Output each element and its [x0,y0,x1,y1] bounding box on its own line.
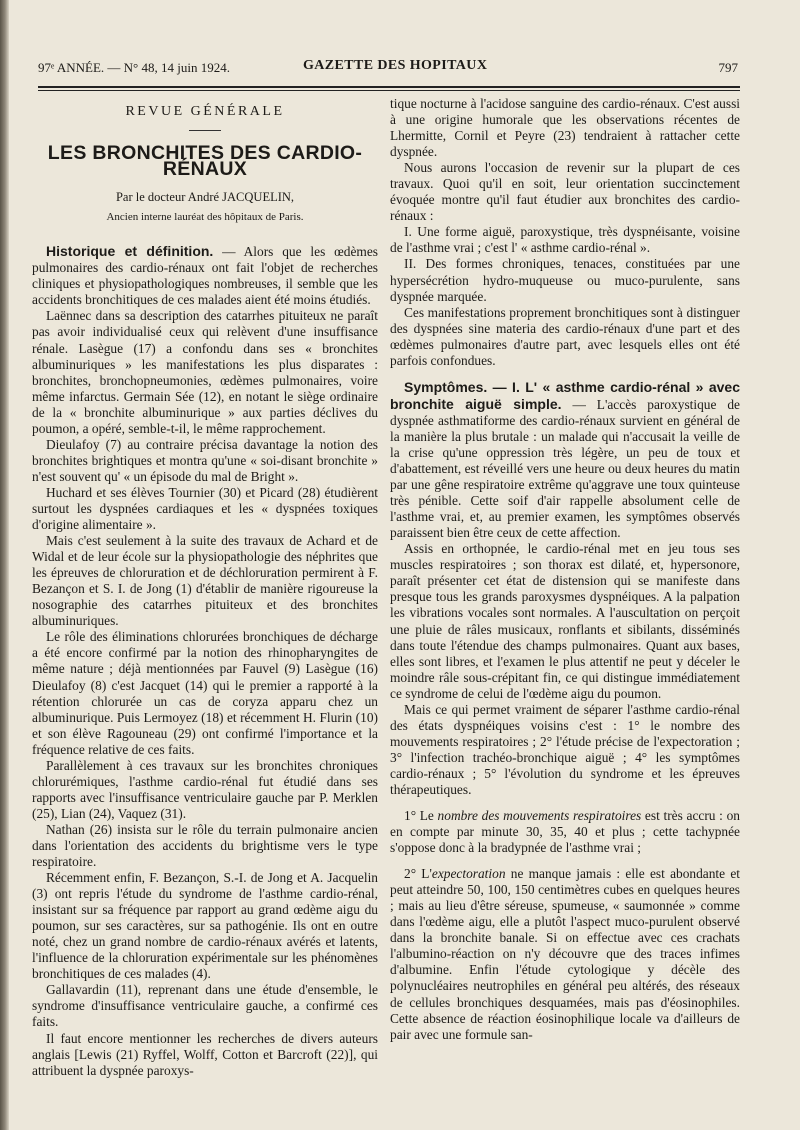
paragraph: Le rôle des éliminations chlorurées bronchiques de décharge a été encore confirmé par la notion des rhinopharyngites de même nature ; déjà mentionnées par Fauvel (9) Lasègue (16) Dieulafoy (8) c'est Jacquet (14) qui le premier a rapporté à la rétention chlorurée un cas de coryza apparu chez un albuminurique. Puis Lermoyez (18) et récemment H. Flurin (10) et son élève Ragouneau (29) ont confirmé l'importance et la fréquence relative de ces faits. [32,629,378,757]
section-heading: Historique et définition. [46,243,214,260]
paragraph [390,379,740,541]
paragraph [390,866,740,1043]
page-number: 797 [718,60,738,75]
author-byline: Par le docteur André JACQUELIN, [115,190,295,205]
list-number: 1° Le [404,808,438,824]
author-affiliation: Ancien interne lauréat des hôpitaux de Paris. [106,211,304,224]
paragraph: Il faut encore mentionner les recherches de divers auteurs anglais [Lewis (21) Ryffel, Wolff, Cotton et Barcroft (22)], qui attribuent la dyspnée paroxys- [32,1030,378,1078]
paragraph [390,808,740,856]
emphasis-text: expectoration [431,866,506,882]
spacer [390,798,740,808]
section-label: REVUE GÉNÉRALE [125,104,285,119]
paragraph: Nous aurons l'occasion de revenir sur la plupart de ces travaux. Quoi qu'il en soit, leur orientation succinctement évoquée montre qu'il faut étudier aux bronchites des cardio-rénaux : [390,160,740,224]
header-rule-thick [38,86,740,88]
left-column [32,96,378,1079]
section-heading: Symptômes. — I. L' « asthme cardio-rénal » avec bronchite aiguë simple. [390,378,740,412]
paragraph: Récemment enfin, F. Bezançon, S.-I. de Jong et A. Jacquelin (3) ont repris l'étude du syndrome de l'asthme cardio-rénal, insistant sur sa fréquence par rapport au grand œdème aigu du poumon, sur ses caractères, sur sa pathogénie. Ils ont en outre noté, chez un grand nombre de cardio-rénaux avérés et latents, l'influence de la chloruration expérimentale sur les phénomènes bronchitiques de ces malades (4). [32,870,378,982]
running-header [38,58,738,80]
header-rule-thin [38,90,740,91]
journal-name: GAZETTE DES HOPITAUX [303,58,488,73]
paragraph-text: est très accru : on en compte par minute 30, 35, 40 et plus ; cette tachypnée s'oppose donc à la bradypnée de l'asthme vrai ; [390,808,740,856]
paragraph: Huchard et ses élèves Tournier (30) et Picard (28) étudièrent surtout les dyspnées cardiaques et les « dyspnées toxiques d'origine alimentaire ». [32,484,378,533]
right-column [390,96,740,1043]
paragraph [32,243,378,308]
paragraph: Laënnec dans sa description des catarrhes pituiteux ne paraît pas avoir individualisé ceux qui relèvent d'une insuffisance rénale. Lasègue (17) a confondu dans ses « bronchites albuminuriques » les manifestations les plus disparates : bronchites, bronchopneumonies, œdèmes pulmonaires, voire même infarctus. Germain Sée (12), en notant le siège ordinaire de la « bronchite albuminurique » aux parties déclives du poumon, a opéré, semble-t-il, le même rapprochement. [32,308,378,436]
list-number: 2° L' [404,866,432,882]
section-divider [189,130,221,131]
issue-info: 97ᵉ ANNÉE. — N° 48, 14 juin 1924. [38,60,230,75]
paragraph: Mais ce qui permet vraiment de séparer l'asthme cardio-rénal des états dyspnéiques voisins c'est : 1° le nombre des mouvements respiratoires ; 2° l'étude précise de l'expectoration ; 3° l'infection trachéo-bronchique aiguë ; 4° les symptômes cardio-rénaux ; 5° l'évolution du syndrome et les épreuves thérapeutiques. [390,701,740,797]
paragraph: II. Des formes chroniques, tenaces, constituées par une hypersécrétion hydro-muqueuse ou muco-purulente, sans dyspnée marquée. [390,256,740,304]
paragraph: Dieulafoy (7) au contraire précisa davantage la notion des bronchites brightiques et montra qu'une « soi-disant bronchite » n'est souvent qu' « un épisode du mal de Bright ». [32,436,378,484]
paragraph-text: — L'accès paroxystique de dyspnée asthmatiforme des cardio-rénaux survient en général de la manière la plus brutale : un malade qui n'accusait la veille de la crise qu'une oppression très légère, un peu de toux et d'abattement, est réveillé vers une heure ou deux heures du matin par une gêne respiratoire extrême qu'aggrave une toux quinteuse très pénible. Cette soif d'air rappelle absolument celle de l'asthme vrai, et, au premier examen, les symptômes observés paraissent bien être ceux de cette affection. [390,396,740,541]
paragraph: Ces manifestations proprement bronchitiques sont à distinguer des dyspnées sine materia des cardio-rénaux d'une part et des œdèmes pulmonaires d'autre part, avec lesquels elles ont été parfois confondues. [390,304,740,368]
spacer [390,369,740,379]
paragraph: Mais c'est seulement à la suite des travaux de Achard et de Widal et de leur école sur la physiopathologie des néphrites que les épreuves de chloruration et de déchloruration permirent à F. Bezançon et S. I. de Jong (1) d'établir de manière rigoureuse la nosographie des catarrhes pituiteux et des bronchites albuminuriques. [32,533,378,629]
spacer [390,856,740,866]
emphasis-text: nombre des mouvements respiratoires [437,808,642,824]
paragraph: Assis en orthopnée, le cardio-rénal met en jeu tous ses muscles respiratoires ; son thorax est dilaté, et, hypersonore, paraît présenter cet état de distension qui se manifeste dans presque tous les grands paroxysmes dyspnéiques. A la palpation les vibrations vocales sont normales. A l'auscultation on perçoit une pluie de râles musicaux, ronflants et sibilants, disséminés dans toute l'étendue des champs pulmonaires. Quant aux bases, elles sont libres, et l'examen le plus attentif ne peut y déceler le moindre râle sous-crépitant fin, ce qui distingue immédiatement ce syndrome de celui de l'œdème aigu du poumon. [390,541,740,701]
paragraph-text: — Alors que les œdèmes pulmonaires des cardio-rénaux ont fait l'objet de recherches cliniques et physiopathologiques nombreuses, il semble que les accidents bronchitiques de ces malades aient été moins étudiés. [32,244,378,308]
article-title: LES BRONCHITES DES CARDIO-RÉNAUX [47,142,363,181]
paragraph: Gallavardin (11), reprenant dans une étude d'ensemble, le syndrome d'insuffisance ventriculaire gauche, a confirmé ces faits. [32,982,378,1030]
page-binding-edge [0,0,9,1130]
paragraph-text: ne manque jamais : elle est abondante et peut atteindre 50, 100, 150 centimètres cubes en quelques heures ; mais au lieu d'être séreuse, spumeuse, « saumonnée » comme dans l'œdème aigu, elle a plutôt l'aspect muco-purulent observé dans la bronchite banale. Si on effectue avec ces crachats l'albumino-réaction on n'y découvre que des traces infimes d'albumine. Enfin l'étude cytologique y décèle des polynucléaires neutrophiles en général peu altérés, des réseaux de cellules bronchiques desquamées, mais pas d'éosinophiles. Cette absence de réaction éosinophilique locale va d'ailleurs de pair avec une formule san- [390,866,740,1042]
paragraph: tique nocturne à l'acidose sanguine des cardio-rénaux. C'est aussi à une origine humorale que les observations récentes de Lhermitte, Cornil et Peyre (23) tendraient à rattacher cette dyspnée. [390,96,740,160]
paragraph: Nathan (26) insista sur le rôle du terrain pulmonaire ancien dans l'orientation des accidents du brightisme vers le type respiratoire. [32,821,378,870]
paragraph: I. Une forme aiguë, paroxystique, très dyspnéisante, voisine de l'asthme vrai ; c'est l' « asthme cardio-rénal ». [390,224,740,256]
paragraph: Parallèlement à ces travaux sur les bronchites chroniques chlorurémiques, l'asthme cardio-rénal fut étudié dans ses rapports avec l'insuffisance ventriculaire gauche par P. Merklen (25), Lian (24), Vaquez (31). [32,757,378,821]
